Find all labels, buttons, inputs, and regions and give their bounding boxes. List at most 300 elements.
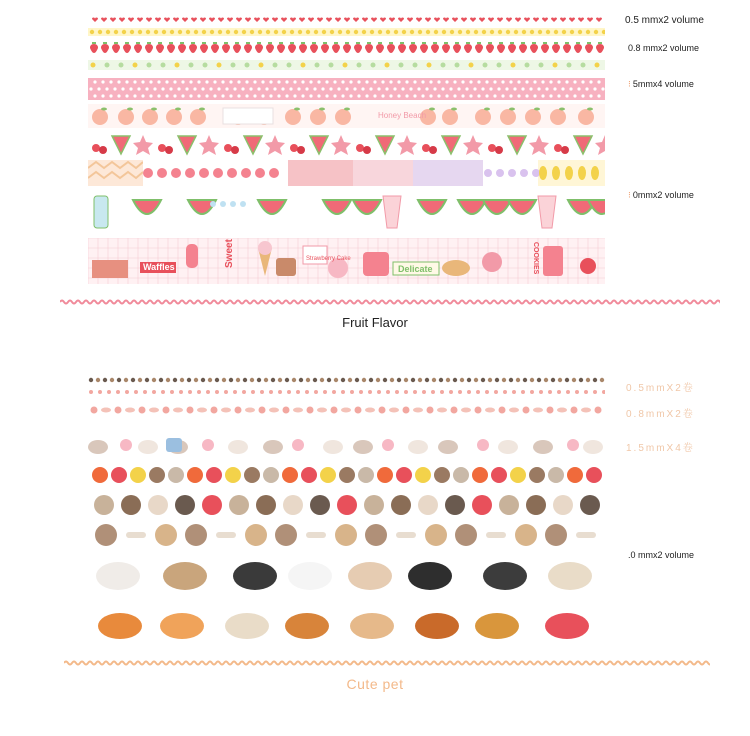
leaf-icon — [429, 108, 435, 111]
polka-dot — [561, 87, 564, 90]
polka-dot — [141, 94, 144, 97]
flower-icon — [346, 30, 350, 34]
flower-icon — [130, 30, 134, 34]
polka-dot — [313, 87, 316, 90]
polka-dot — [349, 80, 352, 83]
paw-icon — [512, 390, 516, 394]
flower-icon — [490, 30, 494, 34]
polka-dot — [601, 87, 604, 90]
polka-dot — [249, 87, 252, 90]
polka-dot — [201, 87, 204, 90]
leaf-icon — [235, 42, 239, 44]
polka-dot — [573, 94, 576, 97]
hamster-icon — [323, 440, 343, 454]
paw-icon — [305, 390, 309, 394]
leaf-icon — [598, 42, 602, 44]
cat-face-icon — [376, 378, 380, 382]
pug-icon — [245, 524, 267, 546]
fruit-cat-icon — [263, 467, 279, 483]
cat-head-icon — [310, 495, 330, 515]
polka-dot — [121, 87, 124, 90]
polka-dot — [533, 94, 536, 97]
leaf-icon — [356, 42, 360, 44]
sweet-text: Sweet — [224, 239, 235, 268]
cat-face-icon — [502, 378, 506, 382]
cat-face-icon — [327, 378, 331, 382]
polka-dot — [109, 94, 112, 97]
dog-sleeping-icon — [98, 613, 142, 639]
polka-dot — [381, 80, 384, 83]
polka-dot — [229, 80, 232, 83]
polka-dot — [189, 80, 192, 83]
polka-dot — [401, 87, 404, 90]
cat-face-icon — [355, 378, 359, 382]
polka-dot — [509, 94, 512, 97]
parfait-icon — [543, 246, 563, 276]
cherry-icon — [561, 146, 569, 154]
paw-icon — [323, 390, 327, 394]
cat-face-icon — [110, 378, 114, 382]
polka-dot — [445, 94, 448, 97]
paw-icon — [179, 390, 183, 394]
fruit-cat-icon — [377, 467, 393, 483]
hamster-icon — [438, 440, 458, 454]
flower-icon — [418, 30, 422, 34]
polka-dot — [93, 94, 96, 97]
paw-icon — [332, 390, 336, 394]
cat-face-icon — [593, 378, 597, 382]
pineapple-icon — [441, 63, 446, 68]
cat-head-icon — [580, 495, 600, 515]
leaf-icon — [466, 42, 470, 44]
pancake-icon — [442, 260, 470, 276]
peach-icon — [578, 109, 594, 125]
cat-head-icon — [499, 495, 519, 515]
leaf-icon — [565, 42, 569, 44]
pineapple-icon — [565, 166, 573, 180]
fish-icon — [485, 408, 495, 413]
cat-face-icon — [558, 378, 562, 382]
polka-dot — [177, 87, 180, 90]
polka-dot — [417, 87, 420, 90]
polka-dot — [149, 94, 152, 97]
polka-dot — [581, 80, 584, 83]
paw-icon — [359, 390, 363, 394]
pineapple-icon — [133, 63, 138, 68]
polka-dot — [117, 94, 120, 97]
polka-dot — [337, 87, 340, 90]
polka-dot — [565, 94, 568, 97]
polka-dot — [97, 87, 100, 90]
polka-dot — [185, 87, 188, 90]
cat-face-icon — [488, 378, 492, 382]
cat-face-icon — [187, 378, 191, 382]
paw-icon — [431, 390, 435, 394]
cookies-text: COOKIES — [532, 242, 539, 275]
polka-dot — [461, 80, 464, 83]
polka-dot — [429, 80, 432, 83]
strawberry-icon — [157, 168, 167, 178]
paw-icon — [278, 390, 282, 394]
cat-sleeping-icon — [483, 562, 527, 590]
fruit-cat-icon — [244, 467, 260, 483]
polka-dot — [133, 80, 136, 83]
polka-dot — [181, 94, 184, 97]
polka-dot — [237, 80, 240, 83]
polka-dot — [157, 94, 160, 97]
paw-icon — [98, 390, 102, 394]
flower-icon — [538, 30, 542, 34]
polka-dot — [233, 87, 236, 90]
flower-icon — [178, 30, 182, 34]
polka-dot — [569, 87, 572, 90]
polka-dot — [453, 80, 456, 83]
polka-dot — [357, 94, 360, 97]
paw-icon — [503, 390, 507, 394]
polka-dot — [369, 87, 372, 90]
pineapple-icon — [371, 63, 376, 68]
peach-icon — [442, 109, 458, 125]
leaf-icon — [534, 108, 540, 111]
flower-icon — [567, 439, 579, 451]
flower-icon — [477, 439, 489, 451]
fruit-cat-icon — [339, 467, 355, 483]
flower-icon — [210, 30, 214, 34]
cat-head-icon — [418, 495, 438, 515]
flower-icon — [570, 30, 574, 34]
paw-icon — [413, 390, 417, 394]
pineapple-icon — [273, 63, 278, 68]
dot-icon — [520, 169, 528, 177]
pug-icon — [95, 524, 117, 546]
leaf-icon — [587, 42, 591, 44]
fruit-label-3: ⁝ 5mmx4 volume — [628, 79, 694, 89]
pineapple-icon — [578, 166, 586, 180]
paw-icon — [139, 407, 146, 414]
cat-head-icon — [229, 495, 249, 515]
fish-icon — [509, 408, 519, 413]
pineapple-icon — [525, 63, 530, 68]
polka-dot — [229, 94, 232, 97]
fruit-label-1: 0.5 mmx2 volume — [625, 15, 704, 26]
polka-dot — [149, 80, 152, 83]
cat-face-icon — [509, 378, 513, 382]
peach-icon — [475, 109, 491, 125]
cat-head-icon — [202, 495, 222, 515]
tape-paws-thin — [88, 388, 605, 396]
polka-dot — [133, 94, 136, 97]
soda-can-icon — [94, 196, 108, 228]
flower-icon — [474, 30, 478, 34]
cat-head-icon — [364, 495, 384, 515]
flower-icon — [234, 30, 238, 34]
strawberry-icon — [269, 168, 279, 178]
flower-icon — [298, 30, 302, 34]
leaf-icon — [378, 42, 382, 44]
paw-icon — [89, 390, 93, 394]
polka-dot — [145, 87, 148, 90]
peach-icon — [92, 109, 108, 125]
polka-dot — [545, 87, 548, 90]
polka-dot — [377, 87, 380, 90]
leaf-icon — [101, 108, 107, 111]
bullet-icon: ⁝ — [628, 190, 631, 200]
polka-dot — [261, 94, 264, 97]
leaf-icon — [509, 108, 515, 111]
pineapple-icon — [91, 63, 96, 68]
paw-icon — [386, 390, 390, 394]
pineapple-icon — [301, 63, 306, 68]
ice-icon — [240, 201, 246, 207]
flower-icon — [402, 30, 406, 34]
polka-dot — [345, 87, 348, 90]
cat-sleeping-icon — [548, 562, 592, 590]
leaf-icon — [199, 108, 205, 111]
flower-icon — [426, 30, 430, 34]
polka-dot — [161, 87, 164, 90]
pineapple-icon — [343, 63, 348, 68]
polka-dot — [505, 87, 508, 90]
donut-icon — [482, 252, 502, 272]
cat-face-icon — [572, 378, 576, 382]
pineapple-icon — [427, 63, 432, 68]
polka-dot — [541, 80, 544, 83]
fruit-cat-icon — [206, 467, 222, 483]
polka-dot — [189, 94, 192, 97]
polka-dot — [493, 80, 496, 83]
cat-face-icon — [341, 378, 345, 382]
fruit-cat-icon — [301, 467, 317, 483]
fruit-cat-icon — [434, 467, 450, 483]
polka-dot — [93, 80, 96, 83]
dog-sleeping-icon — [350, 613, 394, 639]
fish-icon — [245, 408, 255, 413]
cat-face-icon — [446, 378, 450, 382]
leaf-icon — [103, 42, 107, 44]
leaf-icon — [422, 42, 426, 44]
cat-face-icon — [166, 378, 170, 382]
cat-face-icon — [495, 378, 499, 382]
bone-icon — [576, 532, 596, 538]
dot-icon — [496, 169, 504, 177]
leaf-icon — [114, 42, 118, 44]
fruit-divider-wave — [60, 299, 720, 305]
polka-dot — [293, 94, 296, 97]
pineapple-icon — [231, 63, 236, 68]
ice-cream-scoop-icon — [258, 241, 272, 255]
polka-dot — [117, 80, 120, 83]
cherry-icon — [356, 144, 364, 152]
polka-dot — [137, 87, 140, 90]
flower-icon — [154, 30, 158, 34]
polka-dot — [585, 87, 588, 90]
paw-icon — [251, 390, 255, 394]
flower-icon — [122, 30, 126, 34]
cat-face-icon — [292, 378, 296, 382]
polka-dot — [425, 87, 428, 90]
polka-dot — [105, 87, 108, 90]
peach-icon — [310, 109, 326, 125]
fish-icon — [101, 408, 111, 413]
polka-dot — [373, 94, 376, 97]
polka-dot — [277, 94, 280, 97]
flower-icon — [378, 30, 382, 34]
pet-section-title: Cute pet — [346, 676, 404, 692]
cat-face-icon — [145, 378, 149, 382]
polka-dot — [433, 87, 436, 90]
flower-icon — [194, 30, 198, 34]
cherry-icon — [488, 144, 496, 152]
polka-dot — [461, 94, 464, 97]
polka-dot — [465, 87, 468, 90]
flower-icon — [292, 439, 304, 451]
flower-icon — [586, 30, 590, 34]
flower-icon — [506, 30, 510, 34]
polka-dot — [89, 87, 92, 90]
cat-face-icon — [397, 378, 401, 382]
dog-sleeping-icon — [475, 613, 519, 639]
cat-face-icon — [348, 378, 352, 382]
polka-dot — [397, 94, 400, 97]
pineapple-icon — [357, 63, 362, 68]
polka-dot — [409, 87, 412, 90]
flower-icon — [410, 30, 414, 34]
peach-icon — [142, 109, 158, 125]
polka-dot — [437, 94, 440, 97]
ice-icon — [210, 201, 216, 207]
polka-dot — [529, 87, 532, 90]
cat-head-icon — [148, 495, 168, 515]
flower-icon — [330, 30, 334, 34]
peach-icon — [118, 109, 134, 125]
leaf-icon — [151, 108, 157, 111]
polka-dot — [277, 80, 280, 83]
paw-icon — [499, 407, 506, 414]
leaf-icon — [158, 42, 162, 44]
cat-face-icon — [299, 378, 303, 382]
cherry-icon — [165, 146, 173, 154]
fruit-cat-icon — [358, 467, 374, 483]
paw-icon — [260, 390, 264, 394]
fruit-cat-icon — [149, 467, 165, 483]
flower-icon — [394, 30, 398, 34]
hamster-icon — [583, 440, 603, 454]
cat-head-icon — [526, 495, 546, 515]
fruit-cat-icon — [586, 467, 602, 483]
polka-dot — [453, 94, 456, 97]
leaf-icon — [344, 108, 350, 111]
polka-dot — [441, 87, 444, 90]
strawberry-icon — [255, 168, 265, 178]
polka-dot — [285, 94, 288, 97]
dog-sleeping-icon — [415, 613, 459, 639]
pineapple-icon — [511, 63, 516, 68]
fruit-cat-icon — [415, 467, 431, 483]
cat-face-icon — [313, 378, 317, 382]
dot-icon — [532, 169, 540, 177]
fruit-cat-icon — [282, 467, 298, 483]
leaf-icon — [559, 108, 565, 111]
flower-icon — [170, 30, 174, 34]
leaf-icon — [136, 42, 140, 44]
polka-dot — [589, 94, 592, 97]
polka-dot — [597, 94, 600, 97]
paw-icon — [116, 390, 120, 394]
hamster-icon — [533, 440, 553, 454]
strawberry-icon — [143, 168, 153, 178]
fruit-cat-icon — [225, 467, 241, 483]
fruit-cat-icon — [472, 467, 488, 483]
cat-face-icon — [600, 378, 604, 382]
pug-icon — [365, 524, 387, 546]
paw-icon — [115, 407, 122, 414]
polka-dot — [565, 80, 568, 83]
cherry-icon — [363, 146, 371, 154]
fish-icon — [461, 408, 471, 413]
tape-peach — [88, 104, 605, 128]
leaf-icon — [367, 42, 371, 44]
cat-face-icon — [362, 378, 366, 382]
paw-icon — [548, 390, 552, 394]
leaf-icon — [175, 108, 181, 111]
flower-icon — [106, 30, 110, 34]
bone-icon — [126, 532, 146, 538]
hamster-icon — [263, 440, 283, 454]
polka-dot — [241, 87, 244, 90]
polka-dot — [165, 94, 168, 97]
ice-icon — [230, 201, 236, 207]
cherry-icon — [422, 144, 430, 152]
paw-icon — [395, 390, 399, 394]
tape-hearts-thin — [88, 16, 605, 24]
fruit-cat-icon — [491, 467, 507, 483]
strawberry-icon — [580, 258, 596, 274]
polka-dot — [477, 80, 480, 83]
polka-dot — [549, 80, 552, 83]
leaf-icon — [484, 108, 490, 111]
cat-face-icon — [383, 378, 387, 382]
strawberry-icon — [199, 168, 209, 178]
cat-face-icon — [173, 378, 177, 382]
polka-dot — [393, 87, 396, 90]
fruit-cat-icon — [320, 467, 336, 483]
cat-face-icon — [579, 378, 583, 382]
cat-face-icon — [530, 378, 534, 382]
paw-icon — [355, 407, 362, 414]
flower-icon — [522, 30, 526, 34]
tape-cherry-watermelon — [88, 132, 605, 158]
fruit-cat-icon — [567, 467, 583, 483]
polka-dot — [501, 94, 504, 97]
paw-icon — [475, 407, 482, 414]
pineapple-icon — [539, 63, 544, 68]
cat-face-icon — [439, 378, 443, 382]
polka-dot — [597, 80, 600, 83]
polka-dot — [273, 87, 276, 90]
polka-dot — [473, 87, 476, 90]
note-card — [223, 108, 273, 124]
pet-label-4: .0 mmx2 volume — [628, 550, 695, 560]
polka-dot — [397, 80, 400, 83]
waffle-icon — [92, 260, 128, 278]
polka-dot — [205, 94, 208, 97]
fruit-label-4: ⁝ 0mmx2 volume — [628, 190, 694, 200]
flower-icon — [382, 439, 394, 451]
pug-icon — [545, 524, 567, 546]
paw-icon — [215, 390, 219, 394]
peach-icon — [550, 109, 566, 125]
flower-icon — [562, 30, 566, 34]
